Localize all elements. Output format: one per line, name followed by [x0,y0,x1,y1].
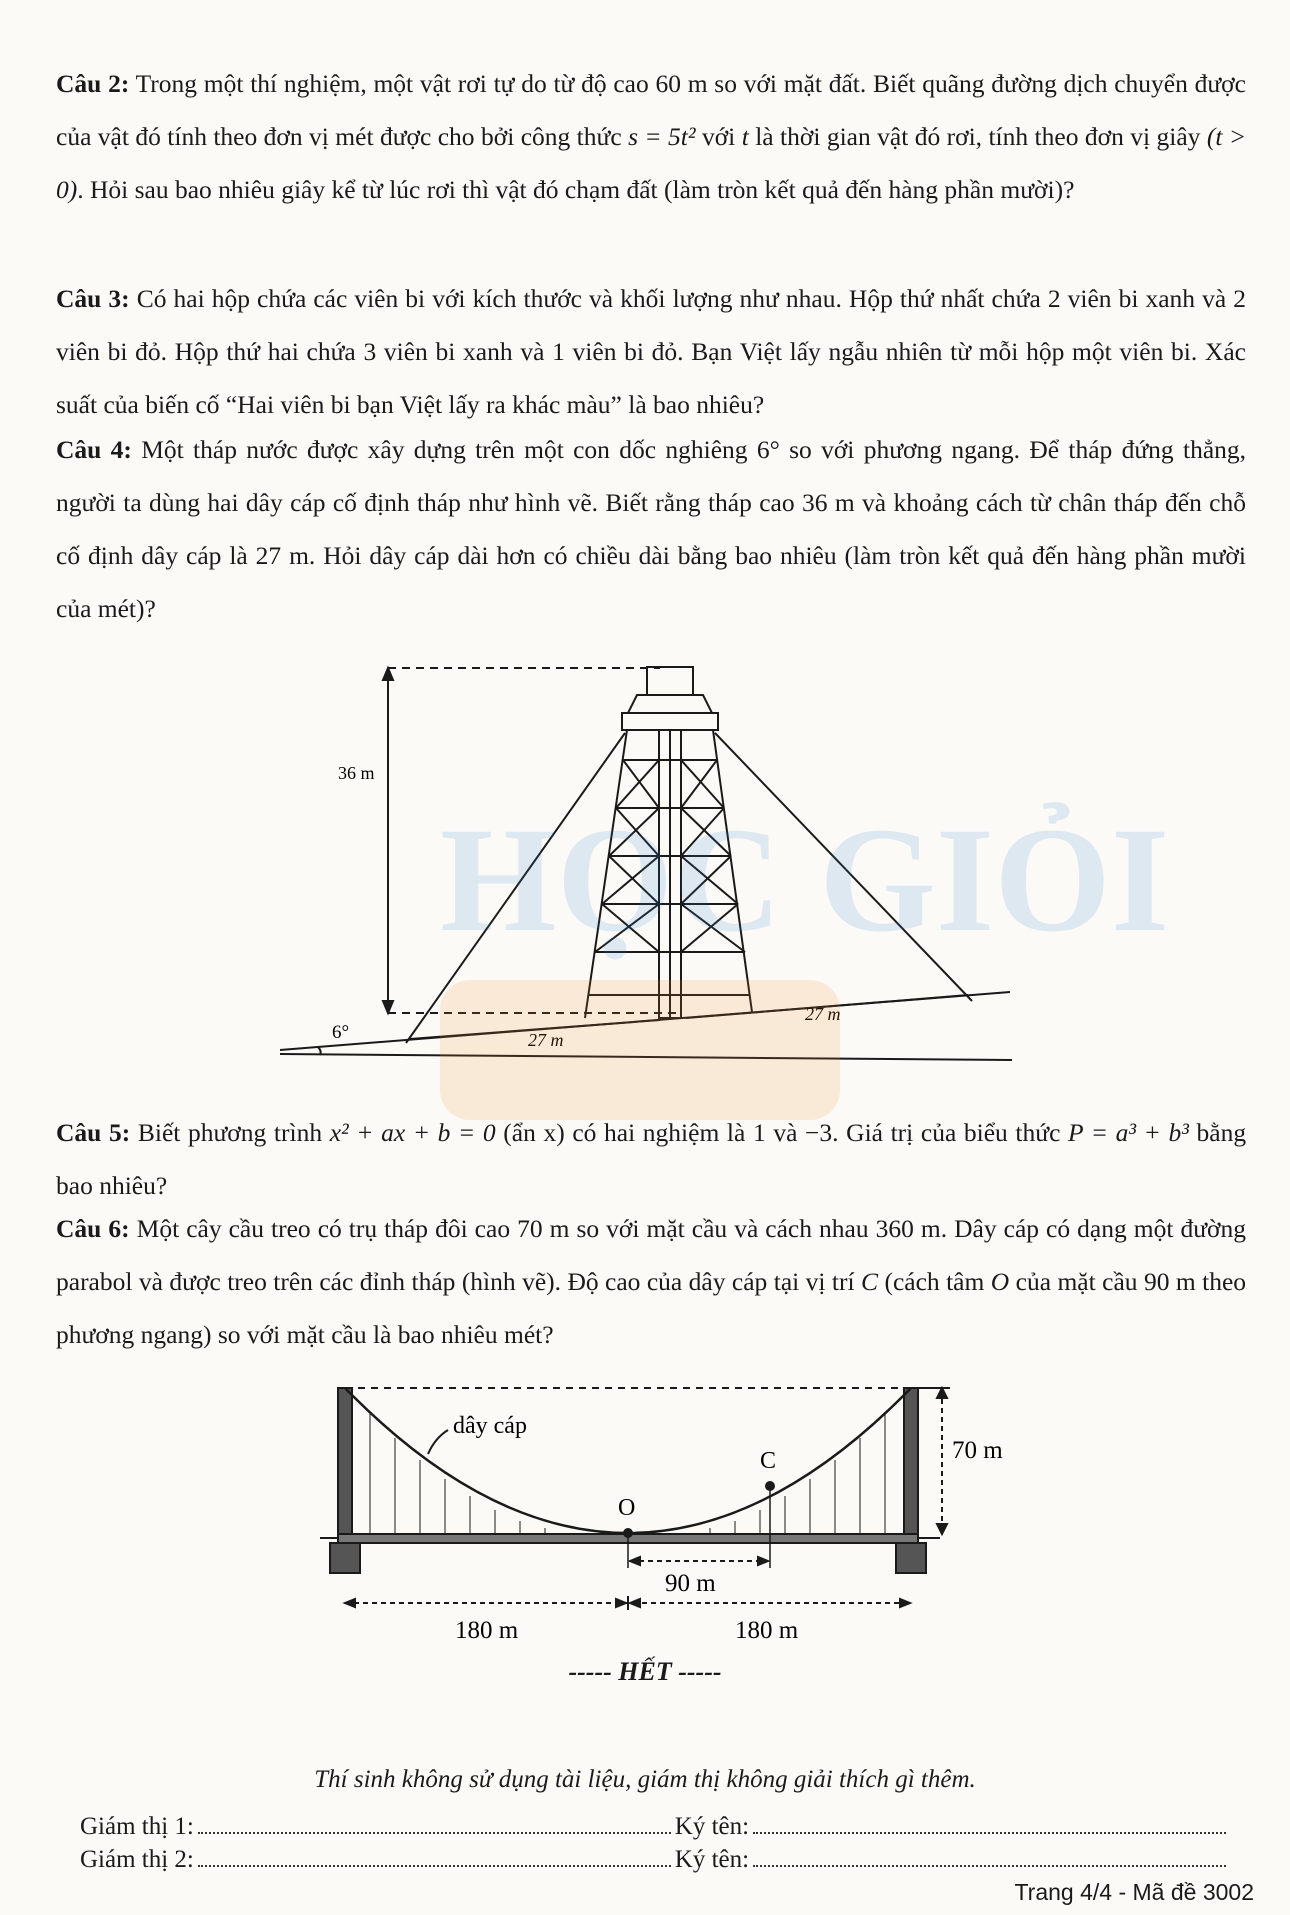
tower-tank [647,667,693,695]
left-cable [406,733,625,1043]
question-5-text-1: Biết phương trình [137,1118,323,1147]
question-2-text-1: Trong một thí nghiệm, một vật rơi tự do từ độ cao 60 m so với mặt đất. Biết quãng đường dịch chuyển được của vật đó tính theo đơn vị mét được cho bởi công thức [56,69,1246,151]
question-3 [56,272,1246,431]
proctor-2-line [80,1846,1230,1874]
slope-angle-label: 6° [332,1022,350,1043]
question-2-condition: (t > 0) [56,122,1247,204]
question-5-equation: x² + ax + b = 0 [329,1118,496,1147]
question-6-text-1: Một cây cầu treo có trụ tháp đôi cao 70 m so với mặt cầu và cách nhau 360 m. Dây cáp có dạng một đường parabol và được treo trên các đỉnh tháp (hình vẽ). Độ cao của dây cáp tại vị trí [56,1214,1246,1296]
question-6-var-o: O [990,1267,1010,1296]
page-footer: Trang 4/4 - Mã đề 3002 [1014,1879,1254,1905]
proctor-2-sign-label: Ký tên: [674,1846,750,1873]
question-2 [56,57,1246,216]
question-5-expression: P = a³ + b³ [1068,1118,1189,1147]
question-2-text-4: . Hỏi sau bao nhiêu giây kể từ lúc rơi thì vật đó chạm đất (làm tròn kết quả đến hàng phần mười)? [77,175,1075,204]
proctor-1-sign-label: Ký tên: [674,1813,750,1840]
question-2-label: Câu 2: [56,69,130,98]
tower-leg-right [713,730,752,1012]
question-2-formula: s = 5t² [628,122,696,151]
question-6-var-c: C [861,1267,879,1296]
question-2-text-2: với [701,122,736,151]
horizontal-line [280,1054,1012,1060]
left-tower [338,1388,352,1543]
question-5-text-2: (ẩn x) có hai nghiệm là 1 và −3. Giá trị của biểu thức [503,1118,1061,1147]
question-4-text: Một tháp nước được xây dựng trên một con dốc nghiêng 6° so với phương ngang. Để tháp đứng thẳng, người ta dùng hai dây cáp cố định tháp như hình vẽ. Biết rằng tháp cao 36 m và khoảng cách từ chân tháp đến chỗ cố định dây cáp là 27 m. Hỏi dây cáp dài hơn có chiều dài bằng bao nhiêu (làm tròn kết quả đến hàng phần mười của mét)? [56,435,1247,623]
question-6-text-3: của mặt cầu 90 m theo phương ngang) so với mặt cầu là bao nhiêu mét? [56,1267,1247,1349]
right-distance-label: 27 m [805,1004,841,1024]
watermark-text: HỌC GIỎI [440,797,1170,963]
tower-leg-left [585,730,627,1018]
point-o-label: O [618,1495,636,1521]
distance-90-label: 90 m [665,1570,716,1597]
right-cable [715,733,972,1001]
end-mark: ----- HẾT ----- [568,1657,722,1686]
question-3-text: Có hai hộp chứa các viên bi với kích thước và khối lượng như nhau. Hộp thứ nhất chứa 2 viên bi xanh và 2 viên bi đỏ. Hộp thứ hai chứa 3 viên bi xanh và 1 viên bi đỏ. Bạn Việt lấy ngẫu nhiên từ mỗi hộp một viên bi. Xác suất của biến cố “Hai viên bi bạn Việt lấy ra khác màu” là bao nhiêu? [56,284,1246,419]
question-6 [56,1202,1246,1361]
point-c-marker [765,1481,775,1491]
cable-label: dây cáp [453,1413,527,1439]
question-5 [56,1106,1246,1212]
left-distance-label: 27 m [528,1030,564,1050]
question-3-label: Câu 3: [56,284,130,313]
right-span-label: 180 m [735,1617,799,1644]
exam-note: Thí sinh không sử dụng tài liệu, giám thị không giải thích gì thêm. [314,1766,976,1793]
question-4-label: Câu 4: [56,435,132,464]
water-tower-figure [280,655,1020,1075]
point-o-marker [623,1528,633,1538]
tower-height-label: 70 m [952,1437,1003,1464]
question-2-text-3: là thời gian vật đó rơi, tính theo đơn vị giây [755,122,1201,151]
point-c-label: C [760,1448,777,1474]
left-span-label: 180 m [455,1617,519,1644]
question-6-label: Câu 6: [56,1214,130,1243]
suspension-bridge-figure [320,1378,1040,1648]
question-5-label: Câu 5: [56,1118,131,1147]
question-5-text-3: bằng bao nhiêu? [56,1118,1247,1200]
proctor-1-line [80,1813,1230,1841]
question-4 [56,423,1246,635]
right-tower [904,1388,918,1543]
question-6-text-2: (cách tâm [884,1267,985,1296]
proctor-1-label: Giám thị 1: [80,1813,194,1840]
tower-height-label: 36 m [338,763,375,783]
question-2-var-t: t [741,122,749,151]
proctor-2-label: Giám thị 2: [80,1846,194,1873]
